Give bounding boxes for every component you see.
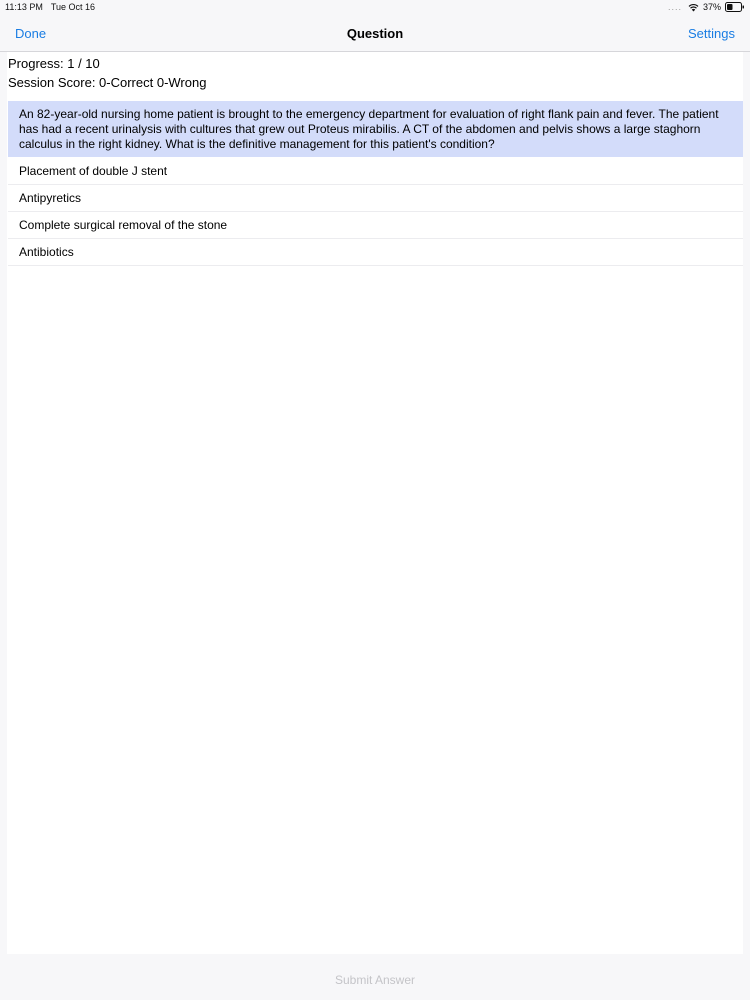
- answer-option-4[interactable]: Antibiotics: [8, 239, 743, 266]
- answer-option-1[interactable]: Placement of double J stent: [8, 158, 743, 185]
- status-right: [668, 2, 745, 12]
- status-date: Tue Oct 16: [50, 2, 96, 12]
- bottom-toolbar: [0, 955, 750, 1000]
- answer-option-2[interactable]: Antipyretics: [8, 185, 743, 212]
- wifi-icon: [688, 3, 699, 12]
- answer-list: [8, 158, 743, 266]
- done-button[interactable]: Done: [15, 26, 47, 41]
- session-score-label: Session Score: 0-Correct 0-Wrong: [8, 75, 207, 90]
- settings-button[interactable]: Settings: [688, 26, 735, 41]
- signal-dots: ....: [667, 2, 682, 12]
- battery-icon: [725, 2, 745, 12]
- page-title: Question: [346, 26, 404, 41]
- submit-answer-button[interactable]: Submit Answer: [0, 973, 750, 987]
- answer-option-3[interactable]: Complete surgical removal of the stone: [8, 212, 743, 239]
- battery-percent: 37%: [702, 2, 721, 12]
- question-content: [7, 52, 743, 954]
- status-bar: [0, 0, 750, 16]
- status-time: 11:13 PM: [5, 2, 43, 12]
- question-text: An 82-year-old nursing home patient is brought to the emergency department for evaluation of right flank pain and fever. The patient has had a recent urinalysis with cultures that grew out Proteus mirabilis. A CT of the abdomen and pelvis shows a large staghorn calculus in the right kidney. What is the definitive management for this patient's condition?: [8, 101, 743, 157]
- navigation-bar: [0, 16, 750, 52]
- progress-label: Progress: 1 / 10: [8, 56, 100, 71]
- status-left: [5, 2, 95, 12]
